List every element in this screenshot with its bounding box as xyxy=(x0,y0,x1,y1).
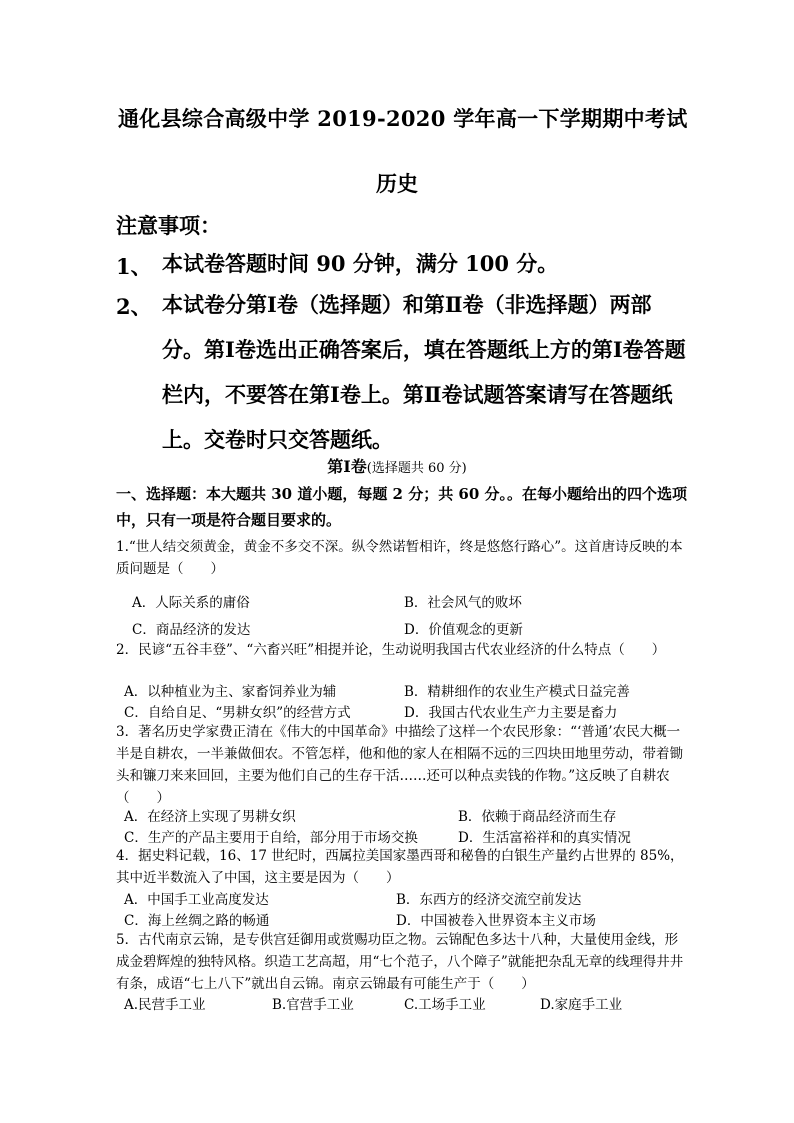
question-2 xyxy=(116,639,688,661)
option-c: C．海上丝绸之路的畅通 xyxy=(124,913,270,929)
option-d: D．价值观念的更新 xyxy=(404,622,523,638)
option-b: B．社会风气的败坏 xyxy=(404,595,522,611)
option-c: C．自给自足、“男耕女织”的经营方式 xyxy=(124,705,351,721)
exam-title: 通化县综合高级中学 2019-2020 学年高一下学期期中考试 xyxy=(118,106,688,131)
notice-heading: 注意事项： xyxy=(116,213,221,238)
question-stem: 3．著名历史学家费正清在《伟大的中国革命》中描绘了这样一个农民形象：“‘普通’农民大概一半是自耕农，一半兼做佃农。不管怎样，他和他的家人在相隔不远的三四块田地里劳动，带着锄头和镰刀来来回回，主要为他们自己的生存干活……还可以种点卖钱的作物。”这反映了自耕农（ ） xyxy=(116,724,683,806)
question-5 xyxy=(116,929,688,995)
option-a: A．中国手工业高度发达 xyxy=(124,892,269,908)
question-stem: 1.“世人结交须黄金，黄金不多交不深。纵令然诺暂相许，终是悠悠行路心”。这首唐诗反映的本质问题是（ ） xyxy=(116,539,683,577)
section-title xyxy=(0,454,794,477)
notice-item-number: 1、 xyxy=(116,254,152,279)
option-a: A．人际关系的庸俗 xyxy=(132,595,250,611)
question-1 xyxy=(116,536,688,580)
section-title-main: 第Ⅰ卷 xyxy=(327,457,367,476)
option-b: B．东西方的经济交流空前发达 xyxy=(396,892,582,908)
section-intro: 一、选择题：本大题共 30 道小题，每题 2 分；共 60 分。。在每小题给出的四个选项中，只有一项是符合题目要求的。 xyxy=(116,485,688,529)
option-c: C．生产的产品主要用于自给，部分用于市场交换 xyxy=(124,830,418,846)
option-b: B．精耕细作的农业生产模式日益完善 xyxy=(404,684,630,700)
question-4 xyxy=(116,845,688,889)
option-c: C.工场手工业 xyxy=(404,997,486,1013)
option-d: D．我国古代农业生产力主要是畜力 xyxy=(404,705,618,721)
option-b: B.官营手工业 xyxy=(272,997,354,1013)
notice-item-text: 本试卷答题时间 90 分钟，满分 100 分。 xyxy=(162,251,559,276)
option-a: A．以种植业为主、家畜饲养业为辅 xyxy=(124,684,337,700)
option-b: B．依赖于商品经济而生存 xyxy=(458,809,617,825)
subject-title: 历史 xyxy=(376,171,418,196)
notice-item-text: 本试卷分第Ⅰ卷（选择题）和第Ⅱ卷（非选择题）两部分。第Ⅰ卷选出正确答案后，填在答题纸上方的第Ⅰ卷答题栏内，不要答在第Ⅰ卷上。第Ⅱ卷试题答案请写在答题纸上。交卷时只交答题纸。 xyxy=(162,292,686,452)
option-d: D.家庭手工业 xyxy=(540,997,623,1013)
option-a: A．在经济上实现了男耕女织 xyxy=(124,809,296,825)
option-d: D．中国被卷入世界资本主义市场 xyxy=(396,913,596,929)
question-stem: 2．民谚“五谷丰登”、“六畜兴旺”相提并论，生动说明我国古代农业经济的什么特点（ ） xyxy=(116,642,666,658)
question-3 xyxy=(116,721,688,809)
option-a: A.民营手工业 xyxy=(124,997,206,1013)
option-c: C．商品经济的发达 xyxy=(132,622,251,638)
question-stem: 4．据史料记载，16、17 世纪时，西属拉美国家墨西哥和秘鲁的白银生产量约占世界的 85%，其中近半数流入了中国，这主要是因为（ ） xyxy=(116,848,684,886)
option-d: D．生活富裕祥和的真实情况 xyxy=(458,830,631,846)
notice-item-number: 2、 xyxy=(116,294,152,319)
question-stem: 5．古代南京云锦，是专供宫廷御用或赏赐功臣之物。云锦配色多达十八种，大量使用金线，形成金碧辉煌的独特风格。织造工艺高超，用“七个范子，八个障子”就能把杂乱无章的线理得井井有条，成语“七上八下”就出自云锦。南京云锦最有可能生产于（ ） xyxy=(116,932,684,992)
section-title-note: (选择题共 60 分) xyxy=(366,461,467,476)
